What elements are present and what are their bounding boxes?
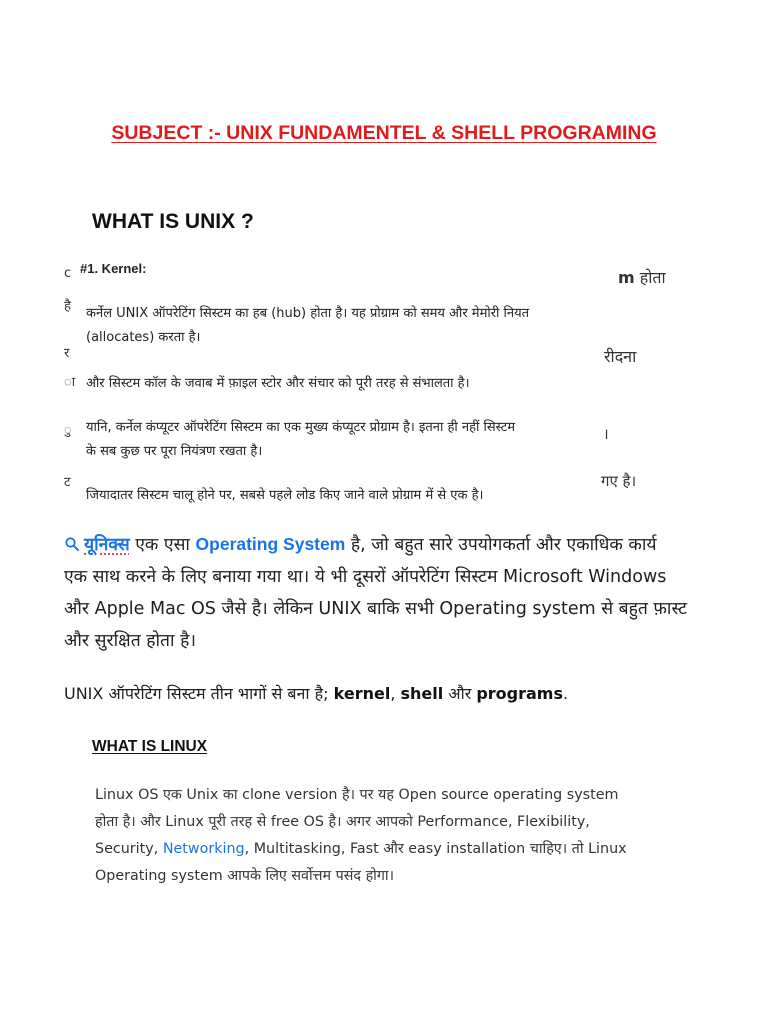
intro-line: और सुरक्षित होता है। bbox=[64, 631, 197, 651]
kernel-image bbox=[72, 255, 672, 505]
linux-line: Linux OS एक Unix का clone version है। पर यह Open source operating system bbox=[95, 787, 619, 803]
clipped-text-left: है bbox=[64, 299, 71, 314]
clipped-text-right: । bbox=[603, 425, 609, 443]
clipped-text-left: ट bbox=[64, 475, 71, 490]
linux-line: Operating system आपके लिए सर्वोत्तम पसंद होगा। bbox=[95, 868, 395, 884]
unix-parts-line: UNIX ऑपरेटिंग सिस्टम तीन भागों से बना है; kernel, shell और programs. bbox=[64, 684, 569, 703]
kernel-line: यानि, कर्नेल कंप्यूटर ऑपरेटिंग सिस्टम का एक मुख्य कंप्यूटर प्रोग्राम है। इतना ही नहीं सिस्टम bbox=[86, 420, 516, 435]
clipped-text-left: ा bbox=[64, 375, 76, 390]
intro-line: यूनिक्स एक एसा Operating System है, जो बहुत सारे उपयोगकर्ता और एकाधिक कार्य bbox=[84, 534, 657, 555]
linux-line: Security, Networking, Multitasking, Fast और easy installation चाहिए। तो Linux bbox=[95, 841, 627, 857]
clipped-text-left: ु bbox=[64, 423, 72, 438]
subject-heading: SUBJECT :- UNIX FUNDAMENTEL & SHELL PROGRAMING bbox=[111, 122, 657, 144]
kernel-line: कर्नेल UNIX ऑपरेटिंग सिस्टम का हब (hub) होता है। यह प्रोग्राम को समय और मेमोरी नियत bbox=[86, 306, 530, 321]
clipped-text-left: c bbox=[64, 266, 72, 281]
kernel-line: जियादातर सिस्टम चालू होने पर, सबसे पहले लोड किए जाने वाले प्रोग्राम में से एक है। bbox=[86, 488, 484, 503]
kernel-line: के सब कुछ पर पूरा नियंत्रण रखता है। bbox=[86, 444, 263, 459]
unix-link[interactable]: यूनिक्स bbox=[84, 535, 130, 555]
kernel-line: (allocates) करता है। bbox=[86, 330, 201, 345]
clipped-text-right: गए है। bbox=[601, 472, 637, 490]
clipped-text-right: रीदना bbox=[604, 347, 637, 366]
clipped-text-right: m होता bbox=[618, 268, 666, 287]
search-icon bbox=[64, 536, 80, 552]
linux-line: होता है। और Linux पूरी तरह से free OS है। अगर आपको Performance, Flexibility, bbox=[95, 814, 590, 830]
what-is-unix-heading: WHAT IS UNIX ? bbox=[92, 210, 254, 233]
clipped-text-left: र bbox=[64, 346, 70, 361]
kernel-line: और सिस्टम कॉल के जवाब में फ़ाइल स्टोर और संचार को पूरी तरह से संभालता है। bbox=[86, 376, 470, 391]
networking-link[interactable]: Networking bbox=[162, 841, 245, 857]
intro-line: एक साथ करने के लिए बनाया गया था। ये भी दूसरों ऑपरेटिंग सिस्टम Microsoft Windows bbox=[64, 567, 667, 587]
what-is-linux-heading: WHAT IS LINUX bbox=[92, 738, 208, 755]
operating-system-link[interactable]: Operating System bbox=[195, 534, 346, 554]
kernel-heading: #1. Kernel: bbox=[80, 261, 147, 276]
intro-line: और Apple Mac OS जैसे है। लेकिन UNIX बाकि सभी Operating system से बहुत फ़ास्ट bbox=[64, 599, 688, 619]
